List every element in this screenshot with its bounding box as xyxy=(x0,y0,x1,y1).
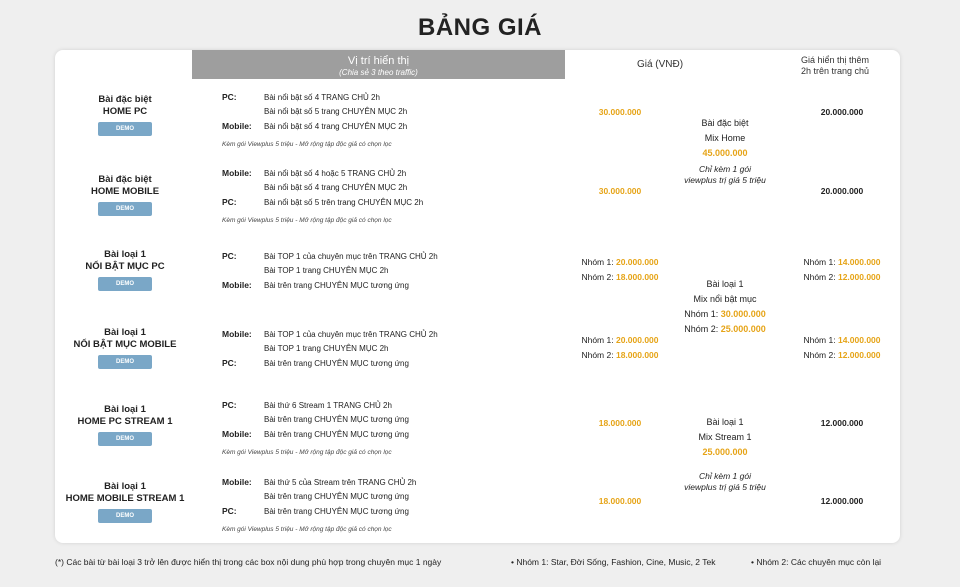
price-value: 30.000.000 xyxy=(598,186,642,196)
group2-home-price: 12.000.000 xyxy=(837,272,881,282)
combo-mix-featured xyxy=(670,277,780,337)
combo-note-line1: Chỉ kèm 1 gói xyxy=(699,164,751,174)
ad-name-line2: HOME MOBILE STREAM 1 xyxy=(65,493,185,504)
group-prices xyxy=(560,333,680,363)
combo-note-line1: Chỉ kèm 1 gói xyxy=(699,471,751,481)
home-price-value: 12.000.000 xyxy=(820,418,864,428)
group-home-prices xyxy=(782,255,900,285)
position-line: Bài thứ 6 Stream 1 TRANG CHỦ 2h xyxy=(264,401,392,410)
platform-label: Mobile: xyxy=(222,280,252,290)
platform-label: Mobile: xyxy=(222,121,252,131)
demo-button[interactable]: DEMO xyxy=(98,509,152,523)
position-line: Bài trên trang CHUYÊN MỤC tương ứng xyxy=(264,281,409,290)
group1-price: 20.000.000 xyxy=(615,335,659,345)
ad-name-line2: HOME PC xyxy=(102,106,148,117)
group-label: Nhóm 2: xyxy=(684,324,719,334)
demo-button[interactable]: DEMO xyxy=(98,122,152,136)
ad-name-line1: Bài loại 1 xyxy=(104,249,146,260)
ad-name-line2: HOME MOBILE xyxy=(90,186,160,197)
position-line: Bài nổi bật số 4 trang CHUYÊN MỤC 2h xyxy=(264,183,408,192)
ad-name-line2: NỔI BẬT MỤC PC xyxy=(85,261,165,272)
home-price-value: 20.000.000 xyxy=(820,186,864,196)
platform-label: PC: xyxy=(222,251,237,261)
position-line: Bài thứ 5 của Stream trên TRANG CHỦ 2h xyxy=(264,478,417,487)
price-value: 18.000.000 xyxy=(598,418,642,428)
group-label: Nhóm 2: xyxy=(803,272,836,282)
position-line: Bài nổi bật số 5 trên trang CHUYÊN MỤC 2h xyxy=(264,198,424,207)
position-detail xyxy=(222,327,562,371)
group-home-prices xyxy=(782,333,900,363)
price-header: Giá (VNĐ) xyxy=(636,59,684,70)
group-label: Nhóm 1: xyxy=(803,335,836,345)
home-header-line1: Giá hiển thị thêm xyxy=(800,55,870,65)
group-label: Nhóm 1: xyxy=(803,257,836,267)
platform-label: Mobile: xyxy=(222,168,252,178)
platform-label: PC: xyxy=(222,400,237,410)
combo-subtitle: Mix Home xyxy=(704,133,746,143)
position-line: Bài trên trang CHUYÊN MỤC tương ứng xyxy=(264,415,409,424)
viewplus-note: Kèm gói Viewplus 5 triệu - Mở rộng tập độc giả có chọn lọc xyxy=(222,217,392,224)
combo-subtitle: Mix nổi bật mục xyxy=(693,294,757,304)
group-prices xyxy=(560,255,680,285)
position-line: Bài TOP 1 của chuyên mục trên TRANG CHỦ 2h xyxy=(264,252,438,261)
position-header-title: Vị trí hiển thị xyxy=(347,55,410,67)
home-header-line2: 2h trên trang chủ xyxy=(800,66,870,76)
combo-title: Bài loại 1 xyxy=(706,279,744,289)
position-line: Bài trên trang CHUYÊN MỤC tương ứng xyxy=(264,492,409,501)
position-detail xyxy=(222,475,562,537)
position-detail xyxy=(222,166,562,228)
combo-special-mix-home xyxy=(670,116,780,186)
home-price-value: 20.000.000 xyxy=(820,107,864,117)
footer-group2: • Nhóm 2: Các chuyên mục còn lại xyxy=(751,557,882,567)
viewplus-note: Kèm gói Viewplus 5 triệu - Mở rộng tập độc giả có chọn lọc xyxy=(222,449,392,456)
ad-name xyxy=(60,327,190,369)
position-detail xyxy=(222,249,562,293)
ad-name-line1: Bài đặc biệt xyxy=(98,174,152,185)
group1-price: 20.000.000 xyxy=(615,257,659,267)
combo-title: Bài loại 1 xyxy=(706,417,744,427)
combo-subtitle: Mix Stream 1 xyxy=(698,432,752,442)
ad-name xyxy=(60,481,190,523)
position-line: Bài TOP 1 của chuyên mục trên TRANG CHỦ 2h xyxy=(264,330,438,339)
ad-name-line1: Bài loại 1 xyxy=(104,327,146,338)
position-line: Bài trên trang CHUYÊN MỤC tương ứng xyxy=(264,359,409,368)
ad-name-line1: Bài loại 1 xyxy=(104,481,146,492)
group-label: Nhóm 2: xyxy=(803,350,836,360)
group2-price: 18.000.000 xyxy=(615,272,659,282)
ad-name-line2: HOME PC STREAM 1 xyxy=(77,416,173,427)
group-label: Nhóm 2: xyxy=(581,350,614,360)
combo-note-line2: viewplus trị giá 5 triệu xyxy=(684,175,766,185)
group1-home-price: 14.000.000 xyxy=(837,257,881,267)
combo-note-line2: viewplus trị giá 5 triệu xyxy=(684,482,766,492)
position-line: Bài nổi bật số 4 hoặc 5 TRANG CHỦ 2h xyxy=(264,169,407,178)
viewplus-note: Kèm gói Viewplus 5 triệu - Mở rộng tập độc giả có chọn lọc xyxy=(222,141,392,148)
viewplus-note: Kèm gói Viewplus 5 triệu - Mở rộng tập độc giả có chọn lọc xyxy=(222,526,392,533)
position-line: Bài nổi bật số 5 trang CHUYÊN MỤC 2h xyxy=(264,107,408,116)
group-label: Nhóm 1: xyxy=(581,335,614,345)
home-price-value: 12.000.000 xyxy=(820,496,864,506)
position-detail xyxy=(222,90,562,152)
footer-group1: • Nhóm 1: Star, Đời Sống, Fashion, Cine, Music, 2 Tek xyxy=(511,557,716,567)
group2-price: 18.000.000 xyxy=(615,350,659,360)
combo-group2-price: 25.000.000 xyxy=(720,324,766,334)
position-line: Bài nổi bật số 4 TRANG CHỦ 2h xyxy=(264,93,380,102)
demo-button[interactable]: DEMO xyxy=(98,202,152,216)
demo-button[interactable]: DEMO xyxy=(98,277,152,291)
footer-note: (*) Các bài từ bài loại 3 trở lên được hiển thị trong các box nội dung phù hợp trong chuyên mục 1 ngày xyxy=(55,557,442,567)
ad-name xyxy=(60,94,190,136)
platform-label: PC: xyxy=(222,506,237,516)
group2-home-price: 12.000.000 xyxy=(837,350,881,360)
platform-label: Mobile: xyxy=(222,329,252,339)
home-price-header xyxy=(785,55,885,77)
ad-name xyxy=(60,174,190,216)
price-table xyxy=(55,50,900,543)
position-header-sub: (Chia sẻ 3 theo traffic) xyxy=(339,68,418,77)
ad-name-line1: Bài loại 1 xyxy=(104,404,146,415)
combo-price: 45.000.000 xyxy=(702,148,748,158)
position-line: Bài trên trang CHUYÊN MỤC tương ứng xyxy=(264,430,409,439)
group-label: Nhóm 1: xyxy=(684,309,719,319)
price-value: 30.000.000 xyxy=(598,107,642,117)
combo-price: 25.000.000 xyxy=(702,447,748,457)
position-line: Bài TOP 1 trang CHUYÊN MỤC 2h xyxy=(264,266,389,275)
combo-mix-stream xyxy=(670,415,780,493)
ad-name-line1: Bài đặc biệt xyxy=(98,94,152,105)
page-title: BẢNG GIÁ xyxy=(418,14,542,41)
platform-label: Mobile: xyxy=(222,429,252,439)
position-detail xyxy=(222,398,562,460)
group1-home-price: 14.000.000 xyxy=(837,335,881,345)
ad-name-line2: NỔI BẬT MỤC MOBILE xyxy=(73,339,177,350)
price-value: 18.000.000 xyxy=(598,496,642,506)
position-line: Bài trên trang CHUYÊN MỤC tương ứng xyxy=(264,507,409,516)
position-line: Bài TOP 1 trang CHUYÊN MỤC 2h xyxy=(264,344,389,353)
demo-button[interactable]: DEMO xyxy=(98,432,152,446)
combo-group1-price: 30.000.000 xyxy=(720,309,766,319)
platform-label: PC: xyxy=(222,92,237,102)
position-header xyxy=(192,50,565,79)
platform-label: Mobile: xyxy=(222,477,252,487)
group-label: Nhóm 2: xyxy=(581,272,614,282)
platform-label: PC: xyxy=(222,197,237,207)
platform-label: PC: xyxy=(222,358,237,368)
ad-name xyxy=(60,249,190,291)
position-line: Bài nổi bật số 4 trang CHUYÊN MỤC 2h xyxy=(264,122,408,131)
demo-button[interactable]: DEMO xyxy=(98,355,152,369)
combo-title: Bài đặc biệt xyxy=(701,118,749,128)
ad-name xyxy=(60,404,190,446)
group-label: Nhóm 1: xyxy=(581,257,614,267)
